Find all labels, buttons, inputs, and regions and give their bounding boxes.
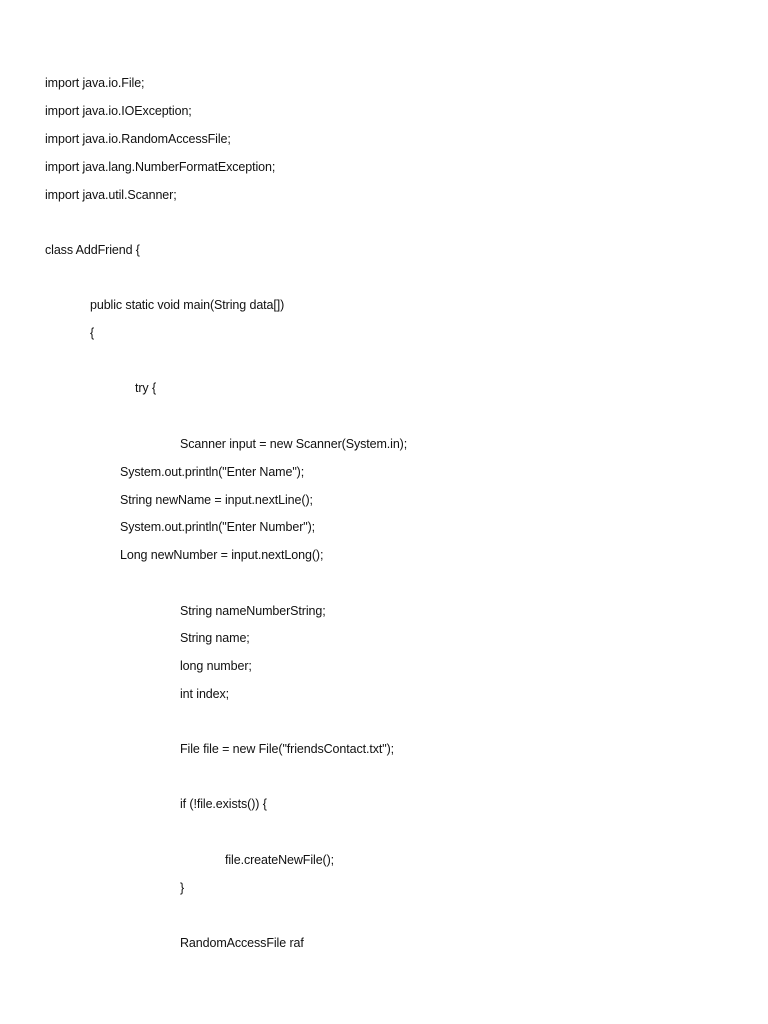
code-line: { [90,326,95,340]
code-line: File file = new File("friendsContact.txt"); [180,742,395,756]
code-line: import java.io.RandomAccessFile; [45,132,231,146]
code-line: int index; [180,687,230,701]
code-line: String newName = input.nextLine(); [120,493,313,507]
code-line: String name; [180,631,250,645]
code-line: import java.lang.NumberFormatException; [45,160,276,174]
code-line: System.out.println("Enter Name"); [120,465,305,479]
code-line: if (!file.exists()) { [180,797,267,811]
code-line: import java.io.IOException; [45,104,192,118]
code-line: class AddFriend { [45,243,140,257]
code-line: Long newNumber = input.nextLong(); [120,548,324,562]
code-line: RandomAccessFile raf [180,936,304,950]
code-line: String nameNumberString; [180,604,326,618]
code-line: Scanner input = new Scanner(System.in); [180,437,408,451]
code-line: } [180,881,185,895]
code-line: import java.io.File; [45,76,145,90]
code-line: try { [135,381,157,395]
code-line: long number; [180,659,252,673]
code-line: import java.util.Scanner; [45,188,177,202]
code-line: public static void main(String data[]) [90,298,285,312]
code-line: System.out.println("Enter Number"); [120,520,316,534]
code-line: file.createNewFile(); [225,853,335,867]
